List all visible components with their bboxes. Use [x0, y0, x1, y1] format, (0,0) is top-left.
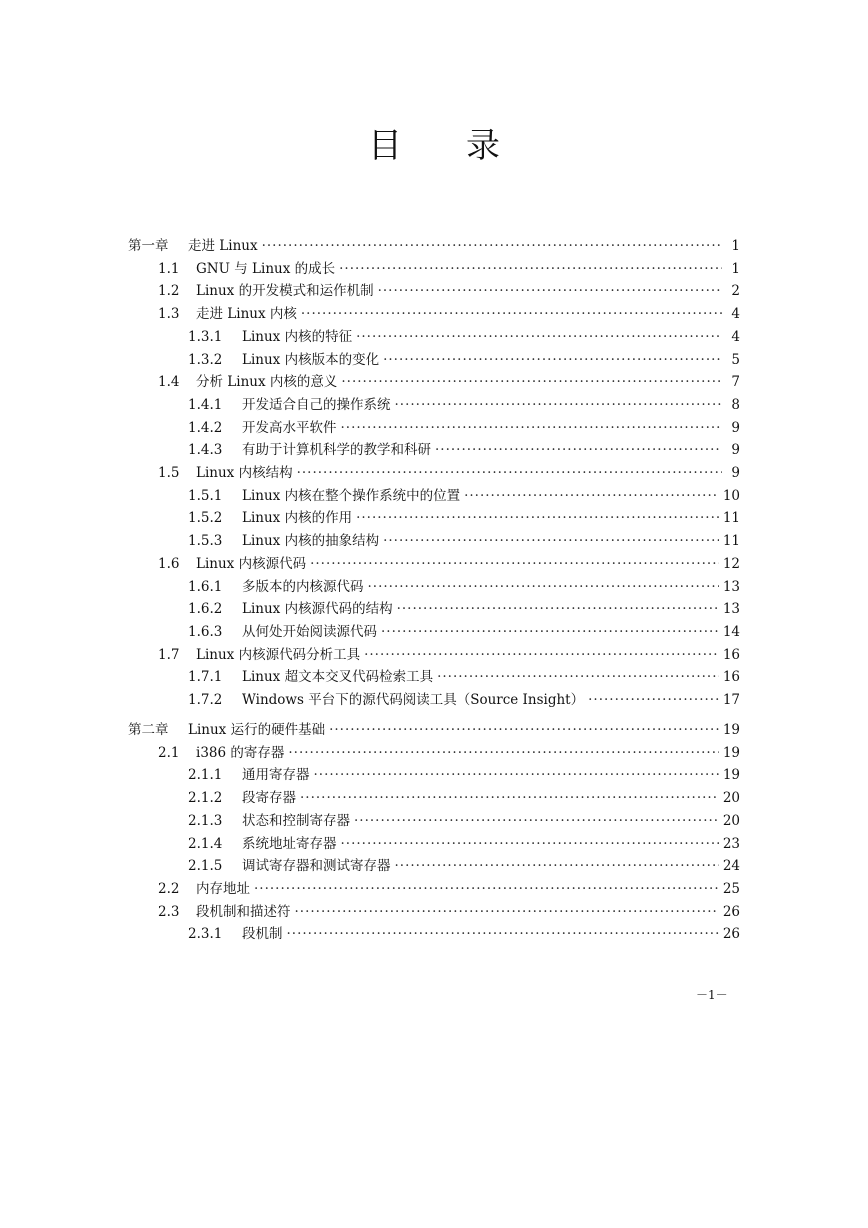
toc-entry[interactable]	[188, 508, 740, 528]
toc-entry-title: Linux 内核版本的变化	[242, 351, 380, 368]
toc-entry-page: 4	[731, 306, 740, 323]
toc-entry[interactable]	[188, 531, 740, 551]
toc-entry[interactable]	[158, 372, 740, 392]
toc-entry-title: 段机制和描述符	[196, 903, 291, 920]
toc-entry-page: 11	[722, 533, 740, 550]
toc-leader-dots	[341, 834, 719, 854]
toc-entry-number: 2.3	[158, 903, 180, 920]
toc-entry-page: 19	[722, 744, 740, 761]
toc-entry-page: 20	[722, 790, 740, 807]
toc-entry-title: Linux 超文本交叉代码检索工具	[242, 669, 434, 686]
toc-leader-dots	[588, 690, 719, 710]
toc-entry-title: Linux 内核的特征	[242, 328, 353, 345]
toc-entry-page: 23	[722, 835, 740, 852]
toc-leader-dots	[314, 765, 719, 785]
toc-entry[interactable]	[188, 667, 740, 687]
toc-entry-number: 1.4	[158, 374, 180, 391]
toc-entry-page: 17	[722, 692, 740, 708]
toc-entry[interactable]	[158, 879, 740, 899]
toc-entry-page: 11	[722, 510, 740, 527]
toc-entry-page: 9	[731, 419, 740, 436]
toc-entry-number: 1.5	[158, 465, 180, 481]
toc-entry-title: Linux 内核的抽象结构	[242, 533, 380, 550]
toc-entry-number: 1.7.1	[188, 669, 223, 686]
toc-leader-dots	[435, 440, 722, 460]
toc-entry-number: 1.6	[158, 555, 180, 572]
toc-entry-number: 1.5.3	[188, 533, 223, 550]
toc-entry-title: Linux 内核源代码	[196, 555, 307, 572]
toc-entry-number: 1.4.3	[188, 442, 223, 459]
toc-entry-page: 14	[722, 623, 740, 640]
toc-entry-page: 9	[731, 442, 740, 459]
toc-leader-dots	[464, 486, 719, 506]
toc-entry-title: Linux 内核源代码的结构	[242, 601, 393, 618]
toc-entry[interactable]	[188, 350, 740, 370]
toc-entry[interactable]	[188, 440, 740, 460]
toc-leader-dots	[262, 236, 722, 256]
toc-leader-dots	[378, 281, 722, 301]
toc-entry[interactable]	[128, 236, 740, 256]
toc-entry-title: 通用寄存器	[242, 767, 310, 784]
toc-leader-dots	[300, 788, 719, 808]
toc-entry-title: 调试寄存器和测试寄存器	[242, 858, 391, 875]
toc-leader-dots	[383, 531, 719, 551]
toc-leader-dots	[437, 667, 719, 687]
toc-entry[interactable]	[188, 834, 740, 854]
toc-entry-page: 5	[731, 351, 740, 368]
toc-entry[interactable]	[188, 622, 740, 642]
toc-entry-title: Linux 内核源代码分析工具	[196, 646, 361, 663]
toc-entry[interactable]	[188, 599, 740, 619]
toc-entry[interactable]	[158, 743, 740, 763]
toc-entry-number: 1.3	[158, 306, 180, 323]
toc-entry-number: 1.7	[158, 646, 180, 663]
toc-entry-page: 4	[731, 328, 740, 345]
toc-entry-number: 1.7.2	[188, 692, 223, 708]
toc-entry-number: 2.1.1	[188, 767, 223, 784]
toc-entry-number: 2.3.1	[188, 926, 223, 943]
toc-leader-dots	[368, 577, 719, 597]
toc-entry-page: 19	[722, 722, 740, 738]
toc-entry-page: 13	[722, 601, 740, 618]
toc-entry-number: 2.1.5	[188, 858, 223, 875]
toc-entry-title: 有助于计算机科学的教学和科研	[242, 442, 431, 459]
toc-entry[interactable]	[158, 463, 740, 483]
toc-entry-page: 1	[731, 260, 740, 277]
toc-leader-dots	[341, 372, 722, 392]
toc-entry[interactable]	[158, 259, 740, 279]
toc-entry[interactable]	[158, 554, 740, 574]
toc-entry-number: 1.6.1	[188, 578, 223, 595]
toc-entry-number: 1.5.2	[188, 510, 223, 527]
toc-entry-title: Linux 运行的硬件基础	[188, 722, 326, 738]
toc-entry-title: Linux 内核的作用	[242, 510, 353, 527]
toc-entry-title: 从何处开始阅读源代码	[242, 623, 377, 640]
toc-leader-dots	[310, 554, 719, 574]
toc-entry-number: 第一章	[128, 238, 169, 254]
toc-entry[interactable]	[158, 902, 740, 922]
toc-entry-page: 26	[722, 903, 740, 920]
toc-leader-dots	[383, 350, 722, 370]
toc-entry-title: 段机制	[242, 926, 283, 943]
toc-entry[interactable]	[158, 304, 740, 324]
toc-entry-number: 2.1.2	[188, 790, 223, 807]
toc-entry-number: 2.1	[158, 744, 180, 761]
toc-entry-number: 1.3.2	[188, 351, 223, 368]
toc-entry-title: 开发适合自己的操作系统	[242, 396, 391, 413]
toc-entry-title: 内存地址	[196, 880, 250, 897]
toc-entry-title: 开发高水平软件	[242, 419, 337, 436]
toc-entry-title: 系统地址寄存器	[242, 835, 337, 852]
toc-entry[interactable]	[188, 924, 740, 944]
toc-entry[interactable]	[188, 486, 740, 506]
toc-entry-page: 12	[722, 555, 740, 572]
toc-entry-number: 2.1.4	[188, 835, 223, 852]
toc-entry[interactable]	[188, 327, 740, 347]
toc-entry-title: 段寄存器	[242, 790, 296, 807]
toc-entry-number: 1.5.1	[188, 487, 223, 504]
toc-entry-number: 1.2	[158, 283, 180, 300]
toc-entry-page: 13	[722, 578, 740, 595]
toc-leader-dots	[339, 259, 722, 279]
toc-leader-dots	[288, 743, 718, 763]
toc-entry[interactable]	[188, 418, 740, 438]
toc-entry-number: 2.1.3	[188, 812, 223, 829]
toc-entry-number: 1.6.2	[188, 601, 223, 618]
toc-entry-number: 1.6.3	[188, 623, 223, 640]
toc-leader-dots	[287, 924, 719, 944]
toc-entry-page: 25	[722, 880, 740, 897]
title-char-1: 目	[368, 126, 402, 166]
toc-entry[interactable]	[188, 856, 740, 876]
toc-entry-page: 24	[722, 858, 740, 875]
toc-entry-page: 16	[722, 646, 740, 663]
toc-leader-dots	[381, 622, 719, 642]
toc-entry-number: 1.1	[158, 260, 180, 277]
toc-entry[interactable]	[188, 690, 740, 710]
toc-leader-dots	[341, 418, 723, 438]
toc-entry[interactable]	[158, 281, 740, 301]
toc-entry[interactable]	[188, 395, 740, 415]
toc-entry[interactable]	[128, 720, 740, 740]
toc-entry-title: 状态和控制寄存器	[242, 812, 350, 829]
toc-entry-page: 16	[722, 669, 740, 686]
page-title	[0, 118, 868, 167]
toc-leader-dots	[301, 304, 722, 324]
toc-entry-page: 8	[731, 396, 740, 413]
toc-entry-page: 10	[722, 487, 740, 504]
toc-entry[interactable]	[188, 765, 740, 785]
toc-entry-title: Linux 内核结构	[196, 465, 293, 481]
toc-entry-title: Linux 的开发模式和运作机制	[196, 283, 374, 300]
title-char-2: 录	[466, 126, 500, 166]
toc-entry-page: 20	[722, 812, 740, 829]
toc-entry[interactable]	[188, 577, 740, 597]
toc-entry-number: 1.4.2	[188, 419, 223, 436]
toc-entry-page: 19	[722, 767, 740, 784]
toc-leader-dots	[356, 508, 719, 528]
toc-leader-dots	[354, 811, 719, 831]
toc-leader-dots	[356, 327, 722, 347]
toc-entry-title: 分析 Linux 内核的意义	[196, 374, 338, 391]
toc-leader-dots	[364, 645, 719, 665]
toc-leader-dots	[395, 395, 723, 415]
toc-entry[interactable]	[188, 788, 740, 808]
toc-entry-page: 7	[731, 374, 740, 391]
toc-entry-page: 9	[731, 465, 740, 481]
toc-entry-page: 26	[722, 926, 740, 943]
toc-entry-number: 1.3.1	[188, 328, 223, 345]
toc-entry-title: Linux 内核在整个操作系统中的位置	[242, 487, 461, 504]
toc-leader-dots	[395, 856, 719, 876]
toc-leader-dots	[397, 599, 719, 619]
toc-entry-title: 走进 Linux	[188, 238, 258, 254]
toc-entry-number: 1.4.1	[188, 396, 223, 413]
toc-entry-number: 2.2	[158, 880, 180, 897]
page-number-footer: －1－	[696, 988, 728, 1002]
toc-entry[interactable]	[188, 811, 740, 831]
toc-entry-title: i386 的寄存器	[196, 744, 285, 761]
toc-entry-page: 2	[731, 283, 740, 300]
toc-leader-dots	[297, 463, 722, 483]
toc-leader-dots	[329, 720, 719, 740]
toc-entry[interactable]	[158, 645, 740, 665]
toc-leader-dots	[295, 902, 719, 922]
toc-entry-number: 第二章	[128, 722, 169, 738]
toc-leader-dots	[254, 879, 719, 899]
toc-entry-title: 多版本的内核源代码	[242, 578, 364, 595]
toc-entry-title: GNU 与 Linux 的成长	[196, 260, 336, 277]
toc-entry-title: Windows 平台下的源代码阅读工具（Source Insight）	[242, 692, 585, 708]
toc-entry-page: 1	[731, 238, 740, 254]
toc-entry-title: 走进 Linux 内核	[196, 306, 297, 323]
